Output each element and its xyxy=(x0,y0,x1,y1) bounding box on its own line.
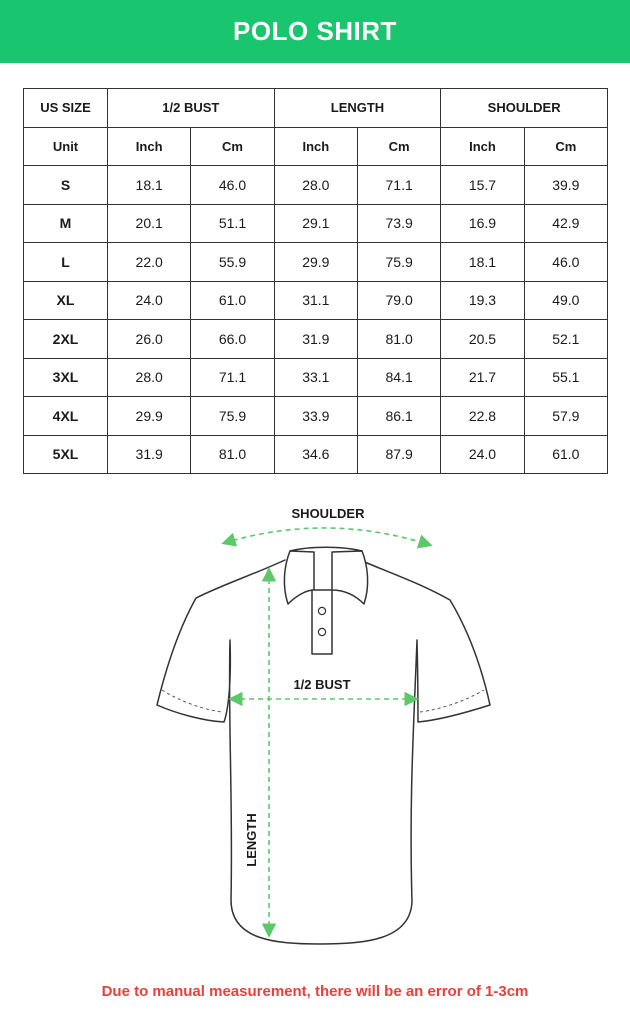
page-title: POLO SHIRT xyxy=(233,16,397,46)
unit-header-cell: Unit xyxy=(24,127,108,166)
value-cell: 33.9 xyxy=(274,397,357,436)
value-cell: 71.1 xyxy=(191,358,274,397)
value-cell: 46.0 xyxy=(191,166,274,205)
value-cell: 51.1 xyxy=(191,204,274,243)
value-cell: 61.0 xyxy=(524,435,607,474)
value-cell: 81.0 xyxy=(191,435,274,474)
value-cell: 29.9 xyxy=(108,397,191,436)
value-cell: 31.9 xyxy=(108,435,191,474)
value-cell: 20.5 xyxy=(441,320,524,359)
size-cell: 3XL xyxy=(24,358,108,397)
shoulder-label: SHOULDER xyxy=(291,506,365,521)
value-cell: 21.7 xyxy=(441,358,524,397)
value-cell: 86.1 xyxy=(357,397,440,436)
value-cell: 33.1 xyxy=(274,358,357,397)
size-cell: 5XL xyxy=(24,435,108,474)
shirt-button-icon xyxy=(318,607,325,614)
value-cell: 28.0 xyxy=(108,358,191,397)
size-cell: 2XL xyxy=(24,320,108,359)
value-cell: 16.9 xyxy=(441,204,524,243)
size-cell: L xyxy=(24,243,108,282)
unit-header-cell: Inch xyxy=(108,127,191,166)
value-cell: 61.0 xyxy=(191,281,274,320)
value-cell: 52.1 xyxy=(524,320,607,359)
value-cell: 28.0 xyxy=(274,166,357,205)
value-cell: 22.0 xyxy=(108,243,191,282)
value-cell: 66.0 xyxy=(191,320,274,359)
value-cell: 29.9 xyxy=(274,243,357,282)
value-cell: 31.1 xyxy=(274,281,357,320)
button-placket xyxy=(312,590,332,654)
value-cell: 34.6 xyxy=(274,435,357,474)
unit-header-cell: Inch xyxy=(274,127,357,166)
measurement-note: Due to manual measurement, there will be an error of 1-3cm xyxy=(101,983,529,1000)
value-cell: 75.9 xyxy=(357,243,440,282)
value-cell: 26.0 xyxy=(108,320,191,359)
value-cell: 57.9 xyxy=(524,397,607,436)
size-cell: 4XL xyxy=(24,397,108,436)
value-cell: 55.1 xyxy=(524,358,607,397)
value-cell: 73.9 xyxy=(357,204,440,243)
value-cell: 42.9 xyxy=(524,204,607,243)
value-cell: 18.1 xyxy=(441,243,524,282)
value-cell: 49.0 xyxy=(524,281,607,320)
unit-header-cell: Cm xyxy=(191,127,274,166)
value-cell: 31.9 xyxy=(274,320,357,359)
shirt-button-icon xyxy=(318,628,325,635)
value-cell: 81.0 xyxy=(357,320,440,359)
value-cell: 46.0 xyxy=(524,243,607,282)
size-cell: M xyxy=(24,204,108,243)
value-cell: 18.1 xyxy=(108,166,191,205)
shoulder-arrow-icon xyxy=(224,528,430,545)
value-cell: 75.9 xyxy=(191,397,274,436)
value-cell: 79.0 xyxy=(357,281,440,320)
value-cell: 29.1 xyxy=(274,204,357,243)
header-length: LENGTH xyxy=(274,89,441,128)
value-cell: 19.3 xyxy=(441,281,524,320)
value-cell: 84.1 xyxy=(357,358,440,397)
unit-header-cell: Cm xyxy=(357,127,440,166)
value-cell: 24.0 xyxy=(441,435,524,474)
bust-label: 1/2 BUST xyxy=(293,677,351,692)
value-cell: 20.1 xyxy=(108,204,191,243)
value-cell: 87.9 xyxy=(357,435,440,474)
value-cell: 39.9 xyxy=(524,166,607,205)
collar-band xyxy=(290,547,362,551)
unit-header-cell: Inch xyxy=(441,127,524,166)
value-cell: 55.9 xyxy=(191,243,274,282)
value-cell: 15.7 xyxy=(441,166,524,205)
header-us-size: US SIZE xyxy=(24,89,108,128)
size-cell: S xyxy=(24,166,108,205)
value-cell: 22.8 xyxy=(441,397,524,436)
value-cell: 71.1 xyxy=(357,166,440,205)
length-label: LENGTH xyxy=(244,813,259,867)
value-cell: 24.0 xyxy=(108,281,191,320)
header-shoulder: SHOULDER xyxy=(441,89,608,128)
size-cell: XL xyxy=(24,281,108,320)
unit-header-cell: Cm xyxy=(524,127,607,166)
header-half-bust: 1/2 BUST xyxy=(108,89,275,128)
